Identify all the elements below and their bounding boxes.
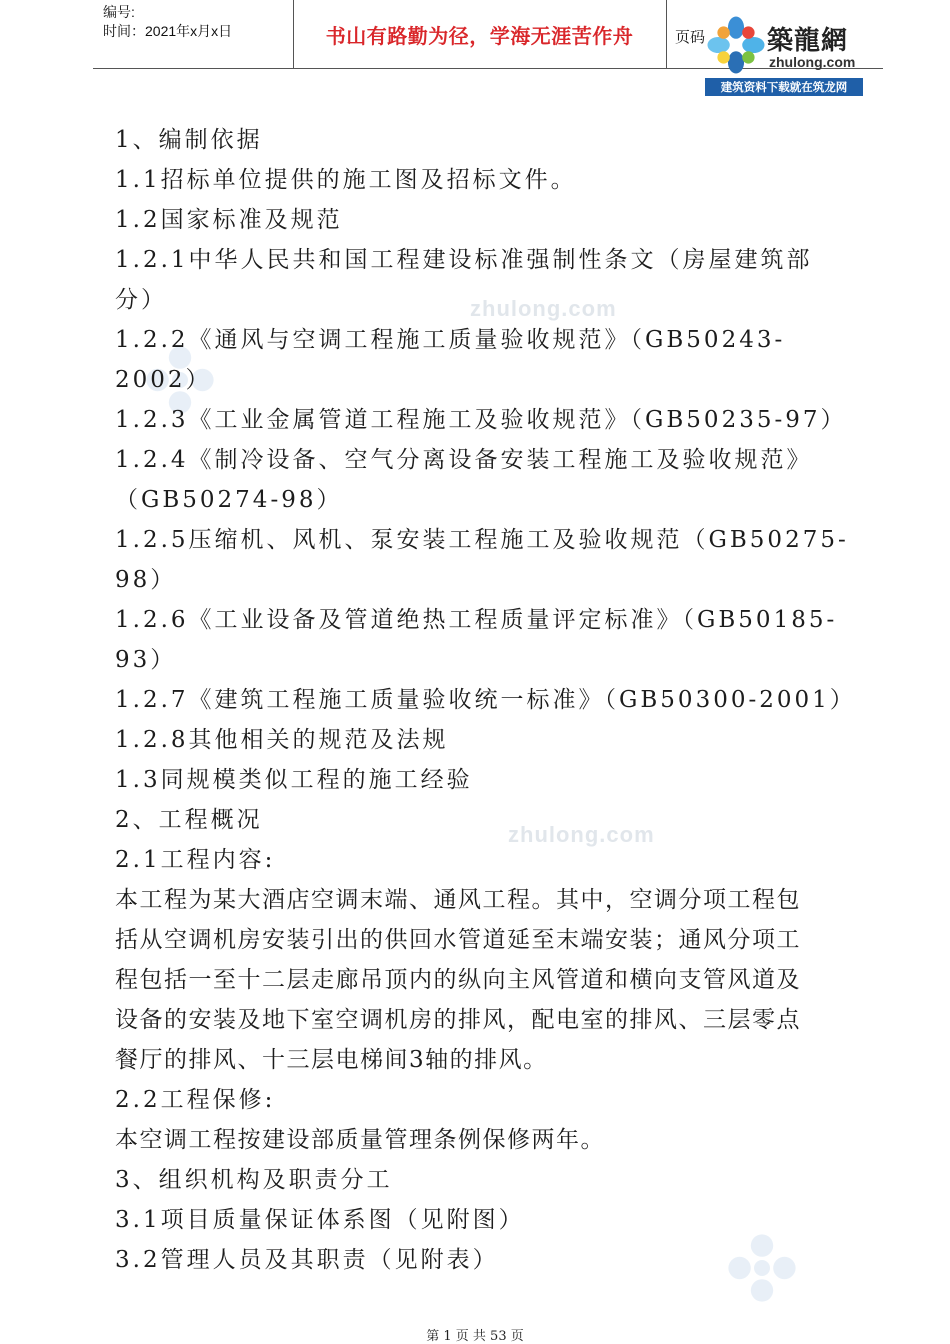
doc-time-label: 时间：2021年x月x日 (103, 23, 233, 39)
page-number-label: 页码 (675, 28, 706, 46)
text-line: 1.2.1中华人民共和国工程建设标准强制性条文（房屋建筑部 (115, 247, 813, 273)
logo-banner: 建筑资料下载就在筑龙网 (705, 78, 863, 96)
paragraph-line: 本工程为某大酒店空调末端、通风工程。其中，空调分项工程包 (115, 887, 801, 913)
header-motto: 书山有路勤为径，学海无涯苦作舟 (293, 0, 667, 68)
text-line: 1.2国家标准及规范 (115, 207, 343, 233)
section-heading: 2、工程概况 (115, 807, 263, 833)
logo-flower-icon (705, 14, 767, 76)
text-line: 3.1项目质量保证体系图（见附图） (115, 1207, 525, 1233)
zhulong-logo (705, 12, 865, 98)
text-line: 1.2.7《建筑工程施工质量验收统一标准》（GB50300-2001） (115, 687, 856, 713)
text-line: 1.2.6《工业设备及管道绝热工程质量评定标准》（GB50185- (115, 607, 838, 633)
text-line: 98） (115, 567, 177, 593)
text-line: 1.2.5压缩机、风机、泵安装工程施工及验收规范（GB50275- (115, 527, 849, 553)
text-line: 1.2.2《通风与空调工程施工质量验收规范》（GB50243-2002） (115, 327, 786, 393)
paragraph-line: 设备的安装及地下室空调机房的排风，配电室的排风、三层零点 (115, 1007, 801, 1033)
text-line: 1.2.4《制冷设备、空气分离设备安装工程施工及验收规范》 (115, 447, 813, 473)
watermark-text: zhulong.com (508, 822, 655, 847)
logo-domain: zhulong.com (769, 54, 856, 70)
paragraph-line: 括从空调机房安装引出的供回水管道延至末端安装；通风分项工 (115, 927, 801, 953)
paragraph-line: 餐厅的排风、十三层电梯间3轴的排风。 (115, 1047, 548, 1073)
header-meta (93, 0, 294, 68)
section-heading: 3、组织机构及职责分工 (115, 1167, 393, 1193)
text-line: 分） (115, 287, 167, 313)
text-line: 2.1工程内容: (115, 847, 276, 873)
text-line: 1.2.3《工业金属管道工程施工及验收规范》（GB50235-97） (115, 407, 847, 433)
paragraph-line: 本空调工程按建设部质量管理条例保修两年。 (115, 1127, 605, 1153)
page-footer: 第 1 页 共 53 页 (426, 1329, 524, 1344)
document-body (115, 120, 865, 1280)
watermark-text: zhulong.com (470, 296, 617, 321)
paragraph-line: 程包括一至十二层走廊吊顶内的纵向主风管道和横向支管风道及 (115, 967, 801, 993)
text-line: 1.1招标单位提供的施工图及招标文件。 (115, 167, 577, 193)
text-line: 93） (115, 647, 177, 673)
text-line: 2.2工程保修: (115, 1087, 276, 1113)
text-line: 3.2管理人员及其职责（见附表） (115, 1247, 499, 1273)
text-line: 1.3同规模类似工程的施工经验 (115, 767, 473, 793)
text-line: 1.2.8其他相关的规范及法规 (115, 727, 449, 753)
logo-brand: 築龍網 (767, 26, 849, 56)
section-heading: 1、编制依据 (115, 127, 263, 153)
doc-number-label: 编号: (103, 4, 135, 20)
text-line: （GB50274-98） (115, 487, 343, 513)
